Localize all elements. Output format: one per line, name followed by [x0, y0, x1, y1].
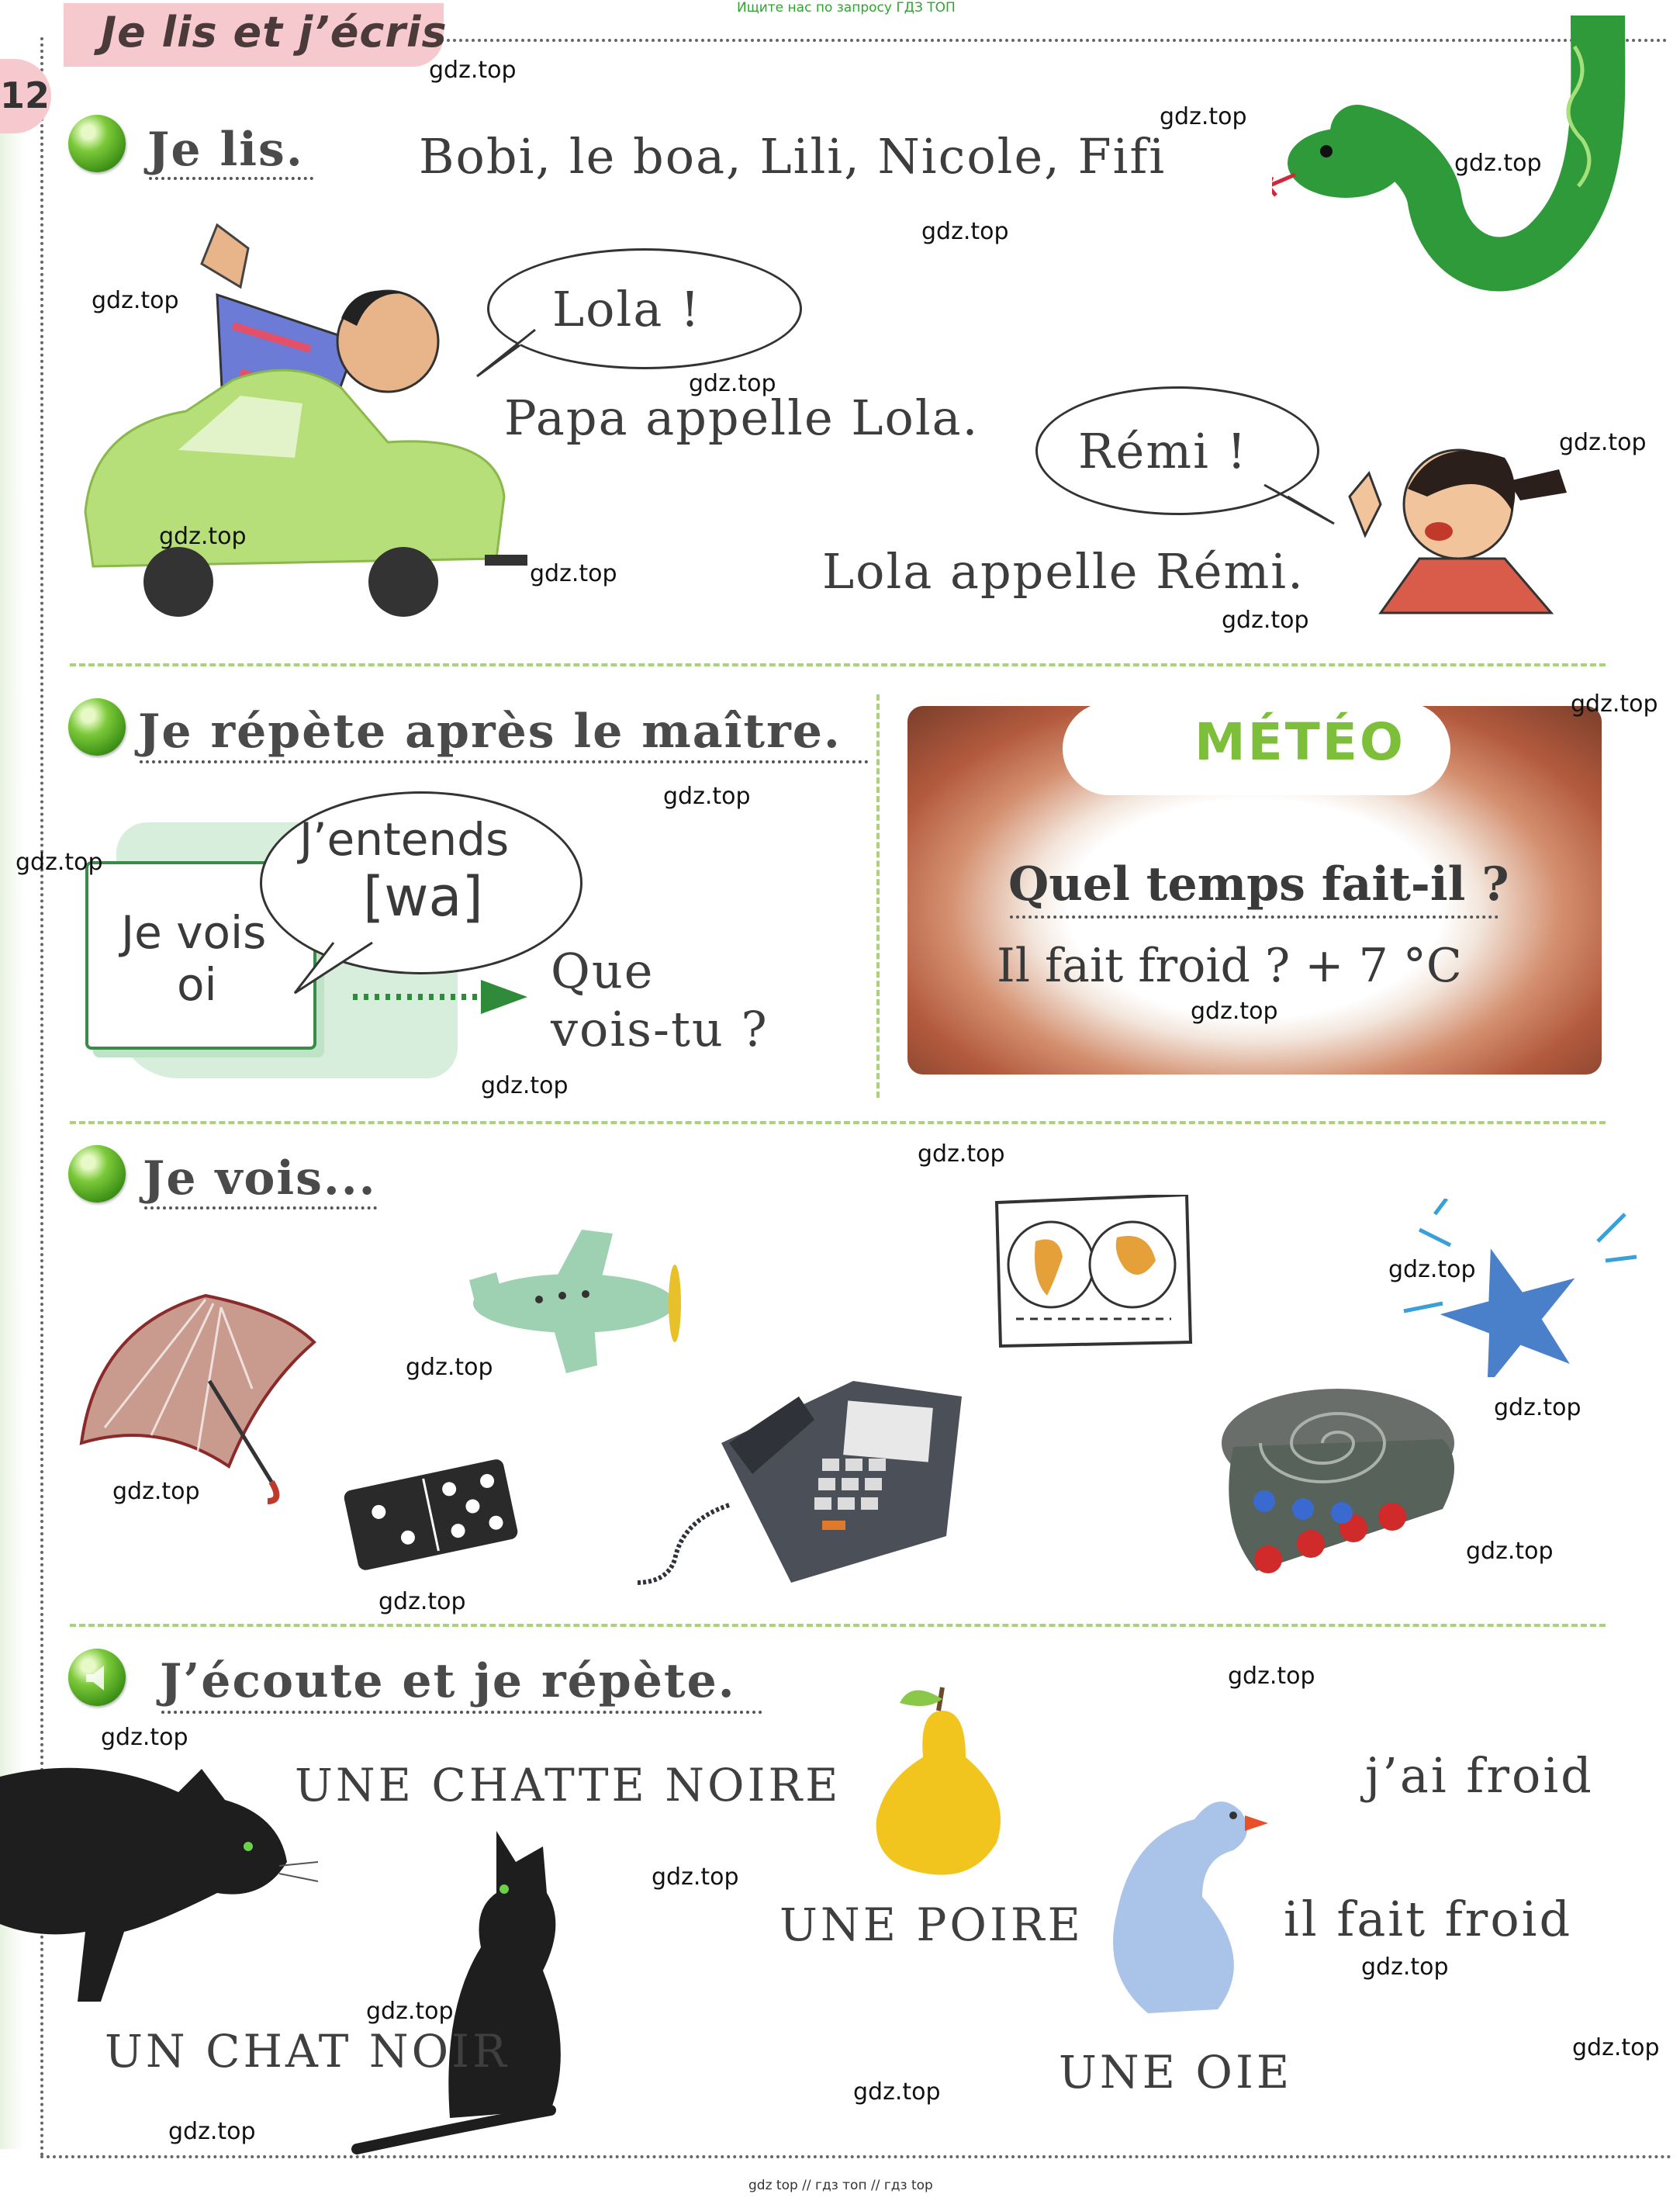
watermark: gdz.top — [663, 783, 751, 810]
black-cat-sitting-illustration — [310, 1815, 620, 2157]
heading-je-vois: Je vois... — [143, 1151, 377, 1206]
snake-icon — [1272, 16, 1629, 303]
section-divider — [70, 1624, 1606, 1627]
word-oie: UNE OIE — [1059, 2046, 1293, 2099]
heading-underline — [140, 760, 869, 763]
dotted-arrow-icon — [349, 974, 535, 1020]
heading-underline — [144, 1206, 377, 1210]
watermark: gdz.top — [159, 523, 247, 550]
watermark: gdz.top — [652, 1864, 739, 1891]
watermark: gdz.top — [1191, 998, 1278, 1025]
bottom-banner: gdz top // гдз топ // гдз top — [748, 2178, 933, 2193]
names-line: Bobi, le boa, Lili, Nicole, Fifi — [419, 128, 1167, 185]
watermark: gdz.top — [530, 560, 617, 587]
top-banner: Ищите нас по запросу ГДЗ ТОП — [737, 0, 956, 16]
watermark: gdz.top — [1466, 1538, 1554, 1565]
watermark: gdz.top — [1571, 690, 1658, 718]
car-with-papa-illustration — [62, 217, 527, 628]
bubble-tail — [1249, 481, 1342, 535]
watermark: gdz.top — [1559, 429, 1647, 456]
phrase-jai-froid: j’ai froid — [1365, 1747, 1594, 1804]
watermark: gdz.top — [429, 57, 517, 84]
vertical-divider — [876, 694, 880, 1098]
watermark: gdz.top — [1222, 607, 1309, 634]
goose-icon — [1101, 1781, 1295, 2021]
section-divider — [70, 663, 1606, 666]
sentence-papa: Papa appelle Lola. — [504, 389, 980, 446]
meteo-question-underline — [1010, 915, 1499, 919]
heading-je-lis: Je lis. — [147, 123, 304, 177]
bubble-line1: J’entends — [299, 813, 510, 866]
bubble-remi-text: Rémi ! — [1078, 423, 1248, 479]
watermark: gdz.top — [406, 1354, 493, 1381]
world-map-icon — [993, 1195, 1194, 1350]
watermark: gdz.top — [366, 1998, 454, 2025]
watermark: gdz.top — [1361, 1954, 1449, 1981]
watermark: gdz.top — [1572, 2034, 1660, 2061]
watermark: gdz.top — [689, 370, 776, 397]
question-line1: Que — [551, 943, 655, 999]
watermark: gdz.top — [918, 1140, 1005, 1168]
watermark: gdz.top — [168, 2118, 256, 2145]
watermark: gdz.top — [112, 1478, 200, 1505]
word-poire: UNE POIRE — [780, 1898, 1084, 1951]
watermark: gdz.top — [1228, 1663, 1315, 1690]
meteo-label: MÉTÉO — [1194, 712, 1405, 772]
section-bullet-icon — [68, 1145, 126, 1203]
watermark: gdz.top — [481, 1072, 569, 1099]
speaker-icon — [82, 1663, 113, 1694]
bubble-tail — [465, 326, 558, 380]
girl-lola-illustration — [1334, 427, 1590, 621]
heading-jecoute: J’écoute et je répète. — [160, 1654, 736, 1708]
watermark: gdz.top — [921, 218, 1009, 245]
page-number: 12 — [0, 74, 50, 116]
heading-underline — [149, 177, 313, 180]
telephone-icon — [620, 1350, 962, 1590]
sentence-lola: Lola appelle Rémi. — [822, 543, 1305, 600]
watermark: gdz.top — [92, 287, 179, 314]
section-divider — [70, 1121, 1606, 1124]
section-bullet-icon — [68, 698, 126, 756]
book-line2: oi — [177, 958, 217, 1011]
word-chatte-noire: UNE CHATTE NOIRE — [295, 1759, 842, 1812]
phrase-il-fait-froid: il fait froid — [1284, 1891, 1573, 1947]
pear-icon — [857, 1680, 1028, 1881]
bubble-line2: [wa] — [363, 865, 483, 929]
question-line2: vois-tu ? — [551, 1001, 769, 1057]
watermark: gdz.top — [1454, 150, 1542, 177]
meteo-answer: Il fait froid ? + 7 °C — [997, 939, 1462, 993]
umbrella-icon — [74, 1265, 322, 1505]
book-line1: Je vois — [121, 906, 267, 959]
coiled-snake-icon — [1210, 1369, 1466, 1587]
black-cat-walking-illustration — [0, 1746, 334, 2002]
watermark: gdz.top — [379, 1588, 466, 1615]
star-icon — [1388, 1199, 1644, 1377]
meteo-question: Quel temps fait-il ? — [1008, 857, 1509, 912]
section-bullet-icon — [68, 115, 126, 172]
heading-underline — [161, 1711, 762, 1714]
bubble-lola-text: Lola ! — [552, 281, 701, 337]
watermark: gdz.top — [1494, 1394, 1581, 1421]
domino-icon — [341, 1455, 520, 1571]
watermark: gdz.top — [16, 849, 103, 876]
watermark: gdz.top — [853, 2078, 941, 2106]
header-tab-title: Je lis et j’écris — [101, 8, 448, 57]
heading-je-repete: Je répète après le maître. — [138, 704, 842, 759]
word-chat-noir: UN CHAT NOIR — [105, 2025, 510, 2078]
watermark: gdz.top — [101, 1724, 188, 1751]
watermark: gdz.top — [1388, 1256, 1476, 1283]
watermark: gdz.top — [1160, 103, 1247, 130]
